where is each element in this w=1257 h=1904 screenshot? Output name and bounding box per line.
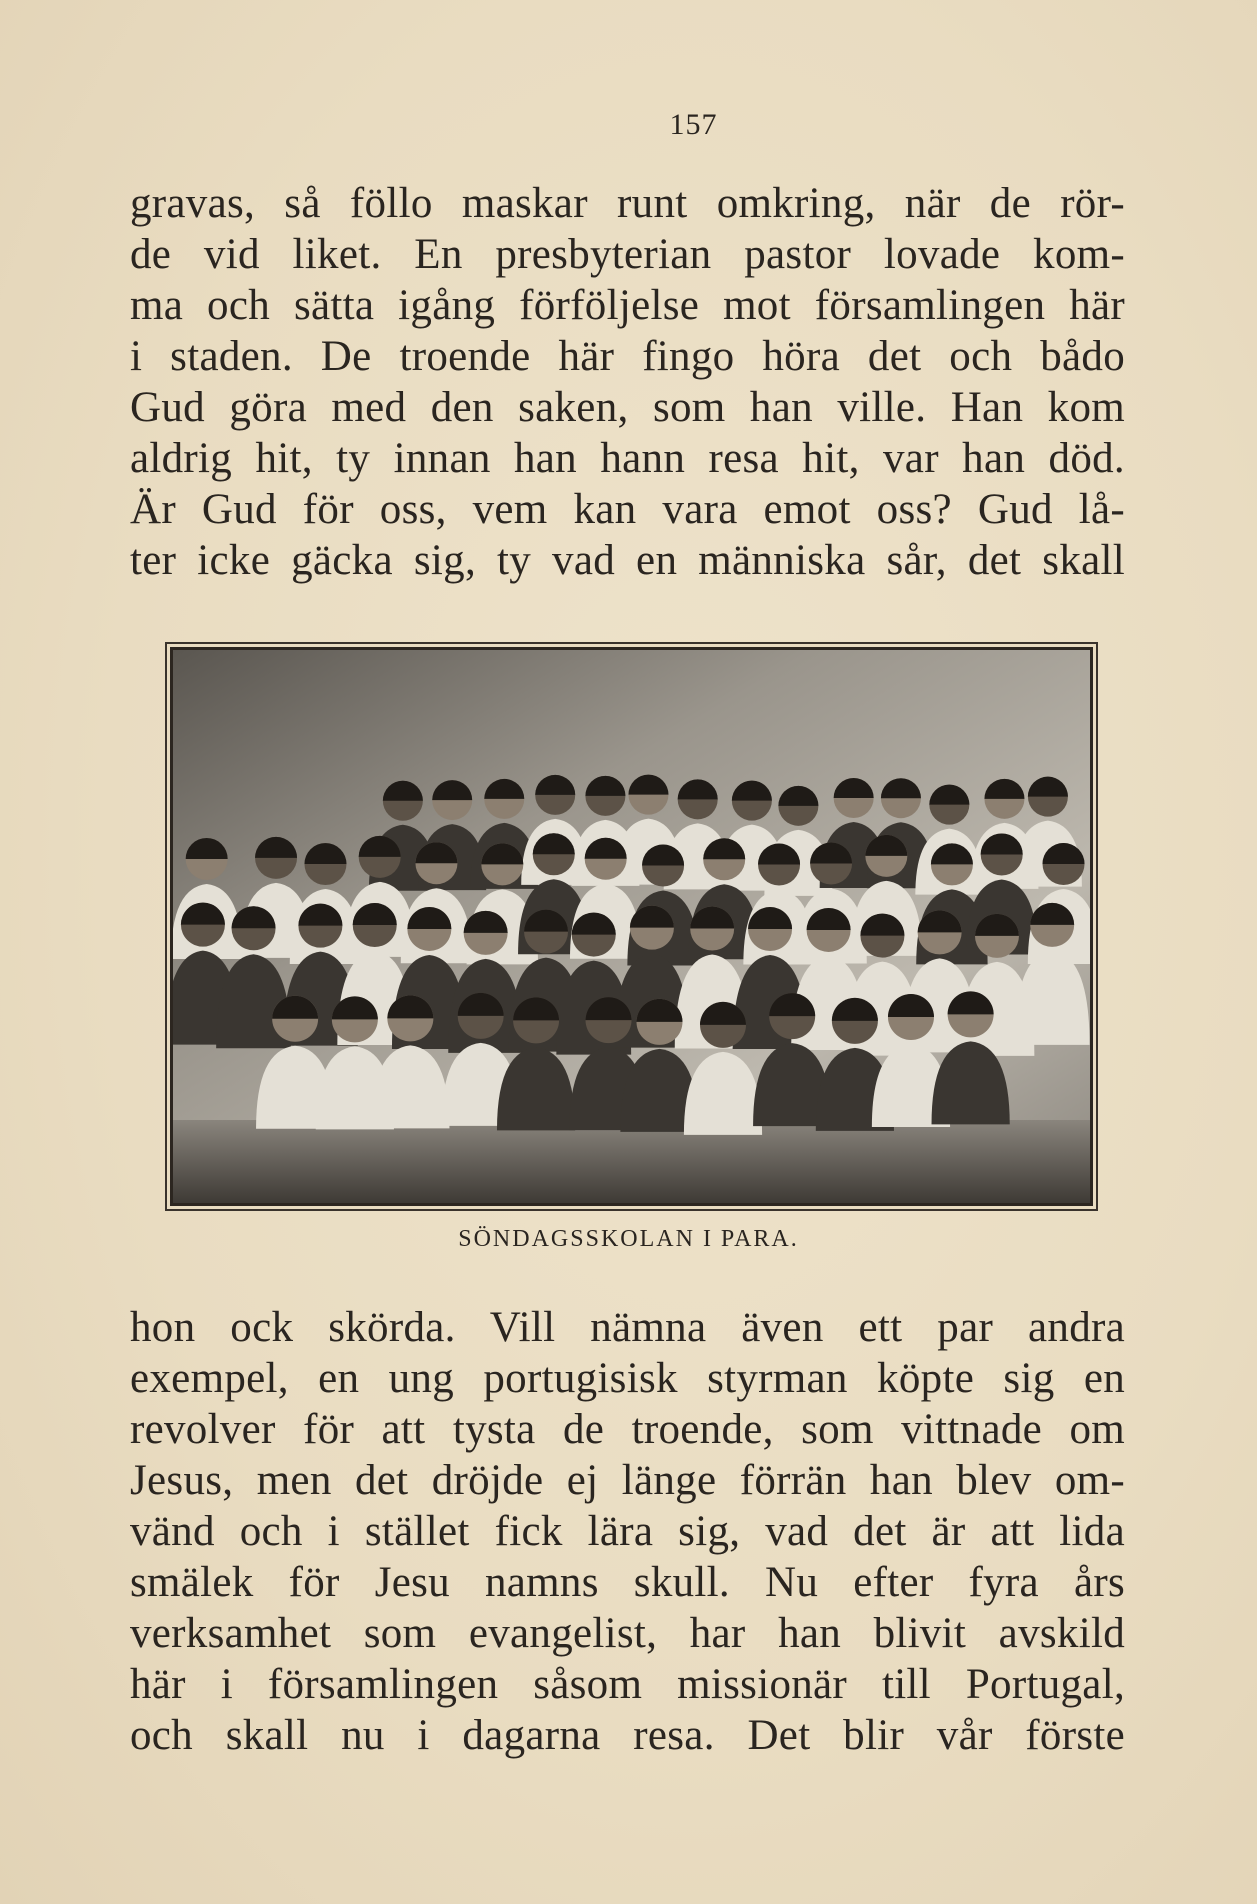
text-line: aldrig hit, ty innan han hann resa hit, var han död. — [130, 435, 1125, 482]
text-line: Gud göra med den saken, som han ville. Han kom — [130, 384, 1125, 431]
text-line: ma och sätta igång förföljelse mot församlingen här — [130, 282, 1125, 329]
text-line: smälek för Jesu namns skull. Nu efter fyra års — [130, 1559, 1125, 1606]
text-line: hon ock skörda. Vill nämna även ett par andra — [130, 1304, 1125, 1351]
text-line: ter icke gäcka sig, ty vad en människa sår, det skall — [130, 537, 1125, 584]
text-line: i staden. De troende här fingo höra det och bådo — [130, 333, 1125, 380]
figure-caption: SÖNDAGSSKOLAN I PARA. — [458, 1226, 799, 1252]
text-line: Jesus, men det dröjde ej länge förrän han blev om- — [130, 1457, 1125, 1504]
text-line: vänd och i stället fick lära sig, vad det är att lida — [130, 1508, 1125, 1555]
text-line: verksamhet som evangelist, har han blivit avskild — [130, 1610, 1125, 1657]
text-line: exempel, en ung portugisisk styrman köpte sig en — [130, 1355, 1125, 1402]
text-line: revolver för att tysta de troende, som vittnade om — [130, 1406, 1125, 1453]
photo-illustration — [173, 650, 1090, 1203]
text-line: och skall nu i dagarna resa. Det blir vår förste — [130, 1712, 1125, 1759]
top-paragraph — [130, 178, 1125, 586]
text-line: gravas, så föllo maskar runt omkring, när de rör- — [130, 180, 1125, 227]
text-line: de vid liket. En presbyterian pastor lovade kom- — [130, 231, 1125, 278]
page-number: 157 — [669, 108, 718, 141]
text-line: här i församlingen såsom missionär till Portugal, — [130, 1661, 1125, 1708]
bottom-paragraph — [130, 1302, 1125, 1761]
group-photograph — [170, 647, 1093, 1206]
text-line: Är Gud för oss, vem kan vara emot oss? Gud lå- — [130, 486, 1125, 533]
